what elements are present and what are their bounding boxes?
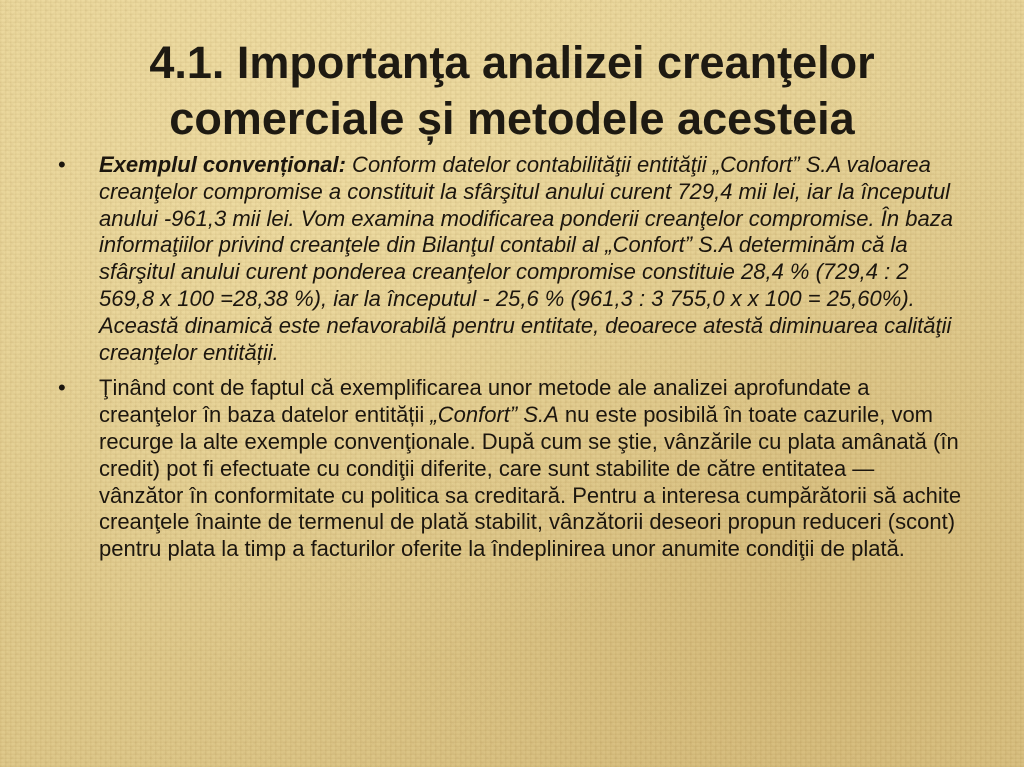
bullet-item-example — [58, 152, 963, 366]
company-name: „Confort” S.A — [430, 402, 559, 428]
bullet-list — [58, 152, 963, 563]
example-paragraph — [99, 152, 953, 365]
bullet-icon: • — [58, 375, 66, 401]
explanation-paragraph — [99, 375, 961, 561]
bullet-icon: • — [58, 152, 66, 177]
bullet-item-explanation — [58, 375, 963, 563]
explanation-text-end: nu este posibilă în toate cazurile, vom recurge la alte exemple convenţionale. După cum se ştie, vânzările cu plata amânată (în credit) pot fi efectuate cu condiţii diferite, care sunt stabilite de către entitatea — vânzător în conformitate cu politica sa creditară. Pentru a interesa cumpărătorii să achite creanţele înainte de termenul de plată stabilit, vânzătorii deseori propun reduceri (scont) pentru plata la timp a facturilor oferite la îndeplinirea unor anumite condiţii de plată. — [99, 402, 962, 562]
slide-title-line-2: comerciale și metodele acesteia — [169, 93, 855, 144]
explanation-text-start: Ţinând cont de faptul că exemplificarea unor metode ale analizei aprofundate a creanţelor în baza datelor entității — [99, 375, 870, 428]
example-label: Exemplul convențional: — [99, 152, 346, 177]
example-text: Conform datelor contabilităţii entităţii „Confort” S.A valoarea creanţelor compromise a constituit la sfârşitul anului curent 729,4 mii lei, iar la începutul anului -961,3 mii lei. Vom examina modificarea ponderii creanţelor compromise. În baza informaţiilor privind creanţele din Bilanţul contabil al „Confort” S.A determinăm că la sfârşitul anului curent ponderea creanţelor compromise constituie 28,4 % (729,4 : 2 569,8 x 100 =28,38 %), iar la începutul - 25,6 % (961,3 : 3 755,0 x x 100 = 25,60%). Această dinamică este nefavorabilă pentru entitate, deoarece atestă diminuarea calităţii creanţelor entității. — [99, 152, 953, 365]
slide-title-line-1: 4.1. Importanţa analizei creanţelor — [149, 37, 875, 88]
slide-title — [40, 35, 984, 147]
